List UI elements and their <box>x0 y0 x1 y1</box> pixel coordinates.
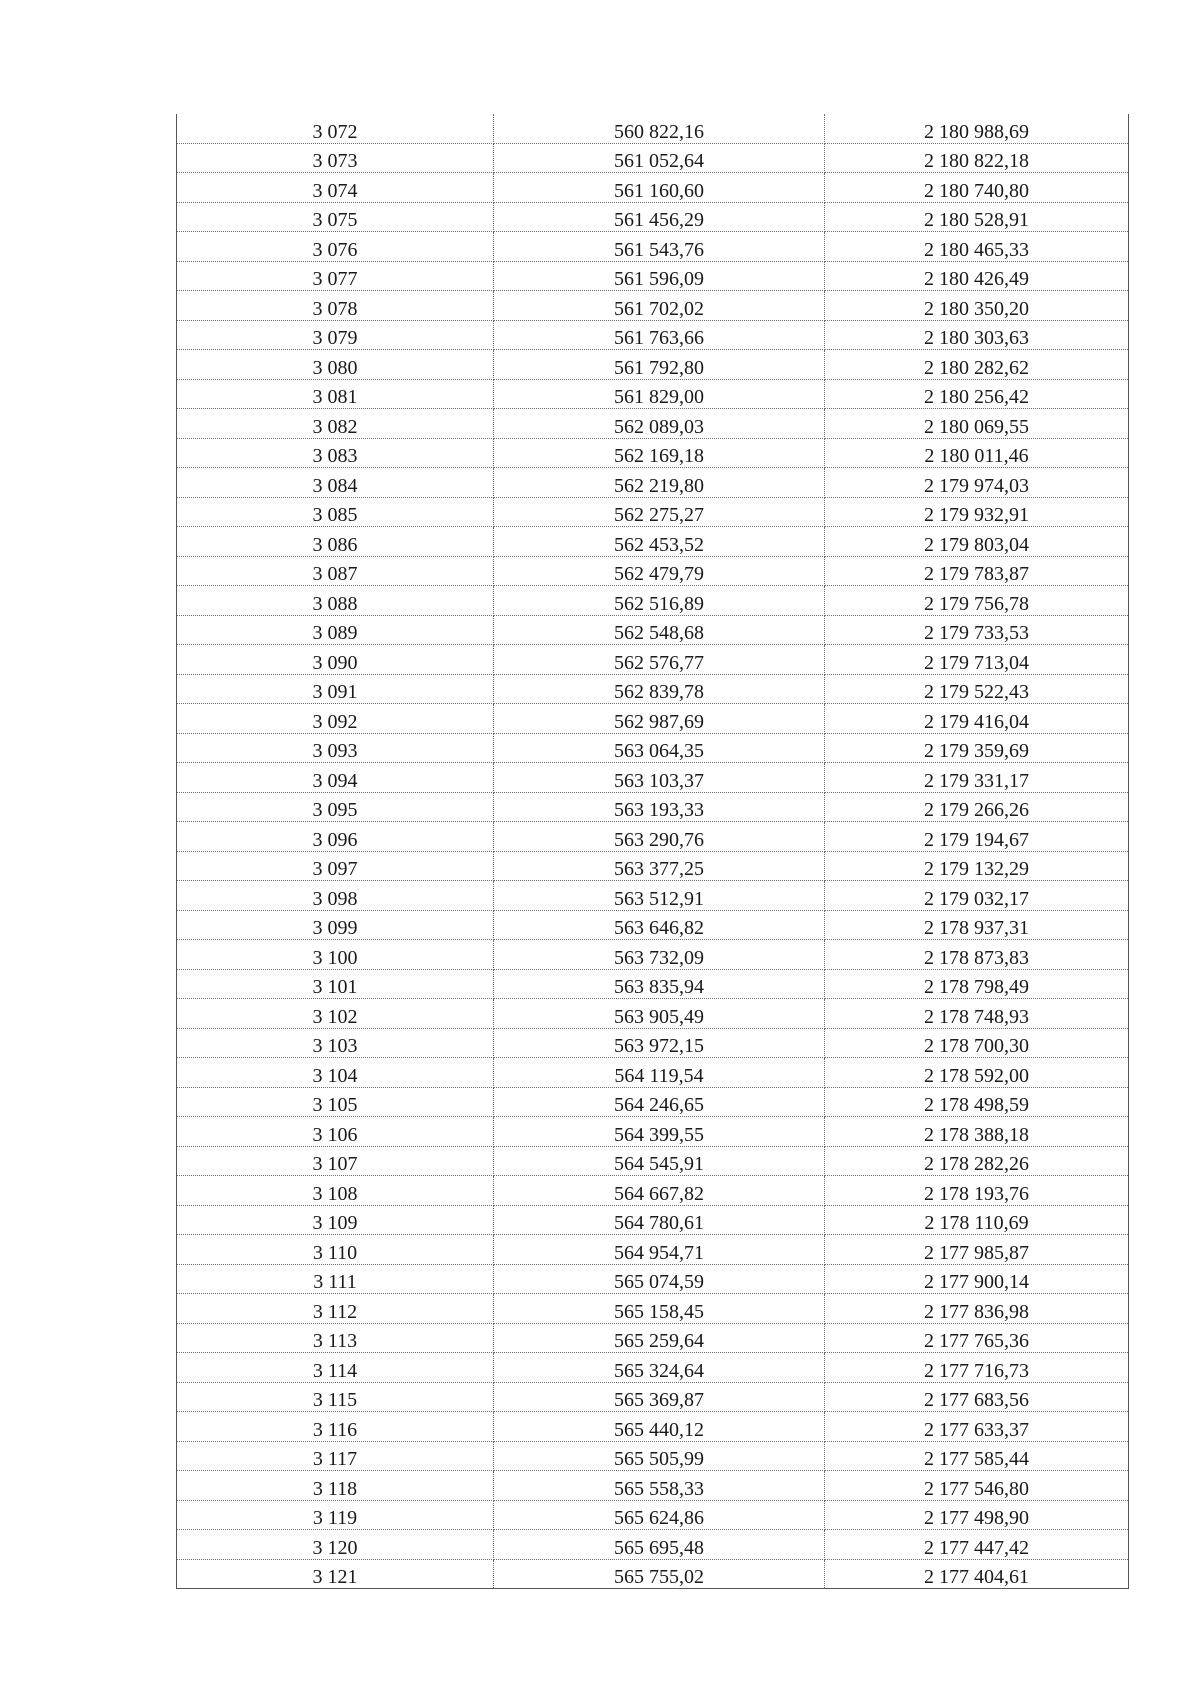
table-row <box>177 940 1129 970</box>
table-row <box>177 792 1129 822</box>
table-row <box>177 999 1129 1029</box>
y-coordinate-cell: 2 180 011,46 <box>825 438 1129 468</box>
table-row <box>177 969 1129 999</box>
table-row <box>177 1559 1129 1589</box>
table-row <box>177 1205 1129 1235</box>
point-number-cell: 3 094 <box>177 763 494 793</box>
y-coordinate-cell: 2 179 756,78 <box>825 586 1129 616</box>
x-coordinate-cell: 561 763,66 <box>494 320 825 350</box>
x-coordinate-cell: 564 545,91 <box>494 1146 825 1176</box>
point-number-cell: 3 076 <box>177 232 494 262</box>
table-row <box>177 881 1129 911</box>
table-row <box>177 1117 1129 1147</box>
x-coordinate-cell: 563 732,09 <box>494 940 825 970</box>
x-coordinate-cell: 564 119,54 <box>494 1058 825 1088</box>
table-row <box>177 822 1129 852</box>
point-number-cell: 3 114 <box>177 1353 494 1383</box>
y-coordinate-cell: 2 178 592,00 <box>825 1058 1129 1088</box>
table-row <box>177 1264 1129 1294</box>
point-number-cell: 3 113 <box>177 1323 494 1353</box>
point-number-cell: 3 115 <box>177 1382 494 1412</box>
y-coordinate-cell: 2 179 331,17 <box>825 763 1129 793</box>
point-number-cell: 3 087 <box>177 556 494 586</box>
y-coordinate-cell: 2 179 932,91 <box>825 497 1129 527</box>
y-coordinate-cell: 2 179 522,43 <box>825 674 1129 704</box>
x-coordinate-cell: 560 822,16 <box>494 114 825 143</box>
x-coordinate-cell: 562 548,68 <box>494 615 825 645</box>
y-coordinate-cell: 2 177 765,36 <box>825 1323 1129 1353</box>
table-row <box>177 468 1129 498</box>
y-coordinate-cell: 2 180 465,33 <box>825 232 1129 262</box>
point-number-cell: 3 112 <box>177 1294 494 1324</box>
y-coordinate-cell: 2 179 032,17 <box>825 881 1129 911</box>
y-coordinate-cell: 2 177 633,37 <box>825 1412 1129 1442</box>
table-row <box>177 143 1129 173</box>
point-number-cell: 3 084 <box>177 468 494 498</box>
point-number-cell: 3 103 <box>177 1028 494 1058</box>
x-coordinate-cell: 562 987,69 <box>494 704 825 734</box>
y-coordinate-cell: 2 179 266,26 <box>825 792 1129 822</box>
x-coordinate-cell: 563 512,91 <box>494 881 825 911</box>
y-coordinate-cell: 2 179 194,67 <box>825 822 1129 852</box>
x-coordinate-cell: 565 158,45 <box>494 1294 825 1324</box>
x-coordinate-cell: 563 972,15 <box>494 1028 825 1058</box>
point-number-cell: 3 119 <box>177 1500 494 1530</box>
x-coordinate-cell: 564 780,61 <box>494 1205 825 1235</box>
y-coordinate-cell: 2 178 937,31 <box>825 910 1129 940</box>
point-number-cell: 3 104 <box>177 1058 494 1088</box>
point-number-cell: 3 075 <box>177 202 494 232</box>
x-coordinate-cell: 565 558,33 <box>494 1471 825 1501</box>
y-coordinate-cell: 2 180 822,18 <box>825 143 1129 173</box>
table-row <box>177 1382 1129 1412</box>
y-coordinate-cell: 2 179 132,29 <box>825 851 1129 881</box>
point-number-cell: 3 116 <box>177 1412 494 1442</box>
y-coordinate-cell: 2 178 193,76 <box>825 1176 1129 1206</box>
point-number-cell: 3 111 <box>177 1264 494 1294</box>
x-coordinate-cell: 563 646,82 <box>494 910 825 940</box>
table-row <box>177 1412 1129 1442</box>
point-number-cell: 3 102 <box>177 999 494 1029</box>
y-coordinate-cell: 2 180 988,69 <box>825 114 1129 143</box>
table-row <box>177 261 1129 291</box>
table-row <box>177 232 1129 262</box>
y-coordinate-cell: 2 177 498,90 <box>825 1500 1129 1530</box>
coordinates-table <box>176 114 1129 1589</box>
table-row <box>177 1530 1129 1560</box>
y-coordinate-cell: 2 178 798,49 <box>825 969 1129 999</box>
table-row <box>177 1176 1129 1206</box>
table-row <box>177 851 1129 881</box>
x-coordinate-cell: 563 835,94 <box>494 969 825 999</box>
x-coordinate-cell: 562 169,18 <box>494 438 825 468</box>
table-row <box>177 1087 1129 1117</box>
x-coordinate-cell: 562 479,79 <box>494 556 825 586</box>
y-coordinate-cell: 2 180 303,63 <box>825 320 1129 350</box>
y-coordinate-cell: 2 178 282,26 <box>825 1146 1129 1176</box>
x-coordinate-cell: 565 624,86 <box>494 1500 825 1530</box>
y-coordinate-cell: 2 180 740,80 <box>825 173 1129 203</box>
point-number-cell: 3 097 <box>177 851 494 881</box>
y-coordinate-cell: 2 177 900,14 <box>825 1264 1129 1294</box>
point-number-cell: 3 118 <box>177 1471 494 1501</box>
x-coordinate-cell: 562 275,27 <box>494 497 825 527</box>
point-number-cell: 3 095 <box>177 792 494 822</box>
y-coordinate-cell: 2 179 974,03 <box>825 468 1129 498</box>
point-number-cell: 3 072 <box>177 114 494 143</box>
x-coordinate-cell: 561 596,09 <box>494 261 825 291</box>
y-coordinate-cell: 2 177 716,73 <box>825 1353 1129 1383</box>
table-row <box>177 733 1129 763</box>
point-number-cell: 3 073 <box>177 143 494 173</box>
x-coordinate-cell: 565 259,64 <box>494 1323 825 1353</box>
table-row <box>177 556 1129 586</box>
y-coordinate-cell: 2 177 585,44 <box>825 1441 1129 1471</box>
x-coordinate-cell: 561 456,29 <box>494 202 825 232</box>
y-coordinate-cell: 2 178 748,93 <box>825 999 1129 1029</box>
table-row <box>177 586 1129 616</box>
point-number-cell: 3 121 <box>177 1559 494 1589</box>
point-number-cell: 3 089 <box>177 615 494 645</box>
table-row <box>177 497 1129 527</box>
point-number-cell: 3 117 <box>177 1441 494 1471</box>
x-coordinate-cell: 561 792,80 <box>494 350 825 380</box>
y-coordinate-cell: 2 177 447,42 <box>825 1530 1129 1560</box>
table-row <box>177 1028 1129 1058</box>
point-number-cell: 3 091 <box>177 674 494 704</box>
table-row <box>177 1500 1129 1530</box>
table-row <box>177 320 1129 350</box>
x-coordinate-cell: 562 219,80 <box>494 468 825 498</box>
table-row <box>177 438 1129 468</box>
y-coordinate-cell: 2 179 416,04 <box>825 704 1129 734</box>
point-number-cell: 3 107 <box>177 1146 494 1176</box>
x-coordinate-cell: 563 290,76 <box>494 822 825 852</box>
x-coordinate-cell: 565 074,59 <box>494 1264 825 1294</box>
table-row <box>177 1058 1129 1088</box>
x-coordinate-cell: 561 829,00 <box>494 379 825 409</box>
table-row <box>177 704 1129 734</box>
table-row <box>177 114 1129 143</box>
y-coordinate-cell: 2 178 873,83 <box>825 940 1129 970</box>
table-row <box>177 645 1129 675</box>
point-number-cell: 3 108 <box>177 1176 494 1206</box>
y-coordinate-cell: 2 179 359,69 <box>825 733 1129 763</box>
y-coordinate-cell: 2 180 528,91 <box>825 202 1129 232</box>
table-row <box>177 674 1129 704</box>
x-coordinate-cell: 561 702,02 <box>494 291 825 321</box>
y-coordinate-cell: 2 178 388,18 <box>825 1117 1129 1147</box>
point-number-cell: 3 081 <box>177 379 494 409</box>
x-coordinate-cell: 562 576,77 <box>494 645 825 675</box>
x-coordinate-cell: 565 440,12 <box>494 1412 825 1442</box>
x-coordinate-cell: 562 516,89 <box>494 586 825 616</box>
coordinates-table-body <box>177 114 1129 1589</box>
point-number-cell: 3 083 <box>177 438 494 468</box>
y-coordinate-cell: 2 180 256,42 <box>825 379 1129 409</box>
point-number-cell: 3 092 <box>177 704 494 734</box>
table-row <box>177 1353 1129 1383</box>
x-coordinate-cell: 561 160,60 <box>494 173 825 203</box>
table-row <box>177 1235 1129 1265</box>
y-coordinate-cell: 2 179 733,53 <box>825 615 1129 645</box>
point-number-cell: 3 088 <box>177 586 494 616</box>
point-number-cell: 3 105 <box>177 1087 494 1117</box>
point-number-cell: 3 110 <box>177 1235 494 1265</box>
x-coordinate-cell: 565 755,02 <box>494 1559 825 1589</box>
x-coordinate-cell: 565 505,99 <box>494 1441 825 1471</box>
table-row <box>177 615 1129 645</box>
point-number-cell: 3 090 <box>177 645 494 675</box>
point-number-cell: 3 074 <box>177 173 494 203</box>
x-coordinate-cell: 561 543,76 <box>494 232 825 262</box>
point-number-cell: 3 079 <box>177 320 494 350</box>
y-coordinate-cell: 2 180 426,49 <box>825 261 1129 291</box>
x-coordinate-cell: 565 695,48 <box>494 1530 825 1560</box>
table-row <box>177 1471 1129 1501</box>
table-row <box>177 291 1129 321</box>
y-coordinate-cell: 2 178 110,69 <box>825 1205 1129 1235</box>
point-number-cell: 3 078 <box>177 291 494 321</box>
y-coordinate-cell: 2 177 404,61 <box>825 1559 1129 1589</box>
point-number-cell: 3 101 <box>177 969 494 999</box>
y-coordinate-cell: 2 180 282,62 <box>825 350 1129 380</box>
table-row <box>177 527 1129 557</box>
x-coordinate-cell: 563 103,37 <box>494 763 825 793</box>
table-row <box>177 1294 1129 1324</box>
table-row <box>177 910 1129 940</box>
table-row <box>177 379 1129 409</box>
table-row <box>177 763 1129 793</box>
point-number-cell: 3 086 <box>177 527 494 557</box>
table-row <box>177 350 1129 380</box>
x-coordinate-cell: 562 453,52 <box>494 527 825 557</box>
point-number-cell: 3 098 <box>177 881 494 911</box>
point-number-cell: 3 093 <box>177 733 494 763</box>
y-coordinate-cell: 2 180 350,20 <box>825 291 1129 321</box>
point-number-cell: 3 109 <box>177 1205 494 1235</box>
y-coordinate-cell: 2 177 836,98 <box>825 1294 1129 1324</box>
point-number-cell: 3 120 <box>177 1530 494 1560</box>
y-coordinate-cell: 2 179 713,04 <box>825 645 1129 675</box>
y-coordinate-cell: 2 178 498,59 <box>825 1087 1129 1117</box>
x-coordinate-cell: 564 954,71 <box>494 1235 825 1265</box>
table-row <box>177 1146 1129 1176</box>
x-coordinate-cell: 565 324,64 <box>494 1353 825 1383</box>
y-coordinate-cell: 2 179 803,04 <box>825 527 1129 557</box>
x-coordinate-cell: 562 089,03 <box>494 409 825 439</box>
x-coordinate-cell: 563 064,35 <box>494 733 825 763</box>
x-coordinate-cell: 563 905,49 <box>494 999 825 1029</box>
x-coordinate-cell: 562 839,78 <box>494 674 825 704</box>
point-number-cell: 3 099 <box>177 910 494 940</box>
x-coordinate-cell: 565 369,87 <box>494 1382 825 1412</box>
y-coordinate-cell: 2 177 985,87 <box>825 1235 1129 1265</box>
x-coordinate-cell: 564 667,82 <box>494 1176 825 1206</box>
y-coordinate-cell: 2 178 700,30 <box>825 1028 1129 1058</box>
x-coordinate-cell: 564 399,55 <box>494 1117 825 1147</box>
point-number-cell: 3 080 <box>177 350 494 380</box>
x-coordinate-cell: 564 246,65 <box>494 1087 825 1117</box>
point-number-cell: 3 077 <box>177 261 494 291</box>
x-coordinate-cell: 563 377,25 <box>494 851 825 881</box>
y-coordinate-cell: 2 179 783,87 <box>825 556 1129 586</box>
point-number-cell: 3 085 <box>177 497 494 527</box>
x-coordinate-cell: 561 052,64 <box>494 143 825 173</box>
table-row <box>177 409 1129 439</box>
table-row <box>177 1323 1129 1353</box>
point-number-cell: 3 082 <box>177 409 494 439</box>
x-coordinate-cell: 563 193,33 <box>494 792 825 822</box>
point-number-cell: 3 100 <box>177 940 494 970</box>
table-row <box>177 173 1129 203</box>
point-number-cell: 3 096 <box>177 822 494 852</box>
point-number-cell: 3 106 <box>177 1117 494 1147</box>
y-coordinate-cell: 2 180 069,55 <box>825 409 1129 439</box>
y-coordinate-cell: 2 177 546,80 <box>825 1471 1129 1501</box>
table-row <box>177 202 1129 232</box>
table-row <box>177 1441 1129 1471</box>
y-coordinate-cell: 2 177 683,56 <box>825 1382 1129 1412</box>
